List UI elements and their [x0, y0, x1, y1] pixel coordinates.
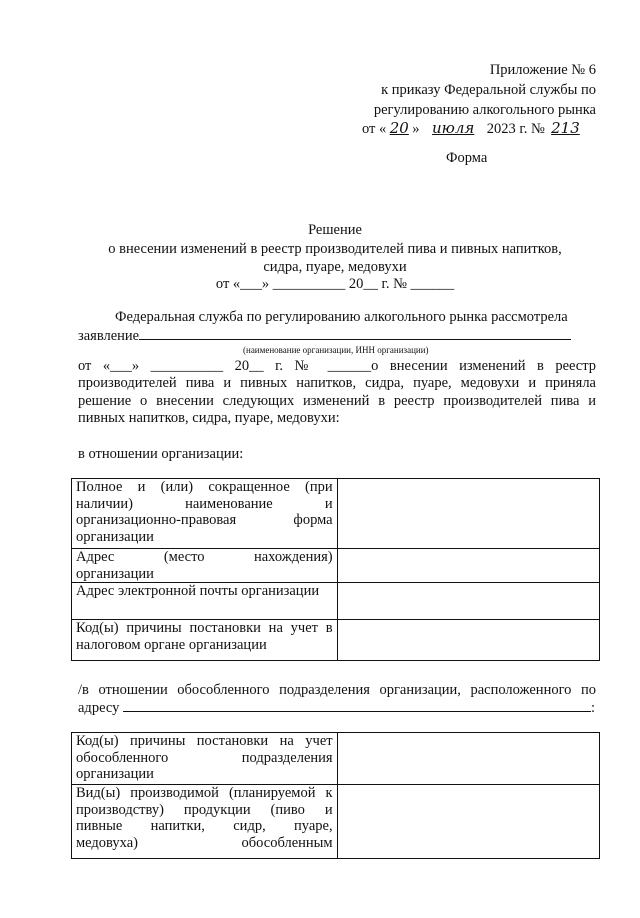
value-cell-name[interactable]: [337, 479, 599, 549]
row-label-subdivision-kpp: Код(ы) причины постановки на учет обособленного подразделения организации: [72, 733, 338, 785]
row-label-kpp: Код(ы) причины постановки на учет в налоговом органе организации: [72, 620, 338, 661]
body-line-4: производителей пива и пивных напитков, сидра, пуаре, медовухи и приняла: [78, 375, 596, 391]
address-blank: [123, 699, 591, 712]
organization-table: [71, 478, 600, 661]
order-reference: к приказу Федеральной службы по: [381, 82, 596, 98]
value-cell-product-types[interactable]: [337, 785, 599, 859]
handwritten-month: июля: [431, 119, 475, 137]
decision-date-line: от «___» __________ 20__ г. № ______: [215, 276, 455, 292]
application-line: [78, 327, 571, 345]
value-cell-kpp[interactable]: [337, 620, 599, 661]
row-label-product-types: Вид(ы) производимой (планируемой к производству) продукции (пиво и пивные напитки, сидр, пуаре, медовуха) обособленным: [72, 785, 338, 859]
subdivision-line-1: /в отношении обособленного подразделения организации, расположенного по: [78, 682, 596, 698]
body-line-6: пивных напитков, сидра, пуаре, медовухи:: [78, 410, 340, 426]
table-row: [72, 785, 600, 859]
subdivision-line-2: [78, 699, 595, 717]
body-line-3: от «___» __________ 20__ г. № ______о внесении изменений в реестр: [78, 358, 596, 374]
handwritten-day: 20: [389, 119, 409, 137]
table-row: [72, 583, 600, 620]
body-line-5: решение о внесении следующих изменений в реестр производителей пива и: [78, 393, 596, 409]
table-row: [72, 733, 600, 785]
organization-heading: в отношении организации:: [78, 446, 244, 462]
handwritten-number: 213: [551, 119, 580, 137]
order-date: [362, 119, 582, 138]
address-colon: :: [590, 700, 596, 716]
application-label: заявление: [78, 328, 140, 344]
value-cell-email[interactable]: [337, 583, 599, 620]
date-prefix: от «: [362, 121, 387, 137]
year-and-number-label: 2023 г. №: [486, 121, 545, 137]
application-caption: (наименование организации, ИНН организации): [243, 345, 429, 355]
decision-subtitle-2: сидра, пуаре, медовухи: [263, 259, 407, 275]
row-label-email: Адрес электронной почты организации: [72, 583, 338, 620]
value-cell-subdivision-kpp[interactable]: [337, 733, 599, 785]
order-issuer: регулированию алкогольного рынка: [373, 102, 596, 118]
form-label: Форма: [446, 150, 488, 166]
value-cell-address[interactable]: [337, 549, 599, 583]
application-blank: [139, 327, 571, 340]
table-row: [72, 620, 600, 661]
table-row: [72, 479, 600, 549]
appendix-number: Приложение № 6: [489, 62, 596, 78]
body-intro: Федеральная служба по регулированию алкогольного рынка рассмотрела: [115, 309, 568, 325]
subdivision-table: [71, 732, 600, 859]
decision-title: Решение: [308, 222, 362, 238]
row-label-name: Полное и (или) сокращенное (при наличии) наименование и организационно-правовая форма организации: [72, 479, 338, 549]
row-label-address: Адрес (место нахождения) организации: [72, 549, 338, 583]
decision-subtitle-1: о внесении изменений в реестр производителей пива и пивных напитков,: [108, 241, 562, 257]
address-label: адресу: [78, 700, 120, 716]
table-row: [72, 549, 600, 583]
date-mid: »: [412, 121, 420, 137]
